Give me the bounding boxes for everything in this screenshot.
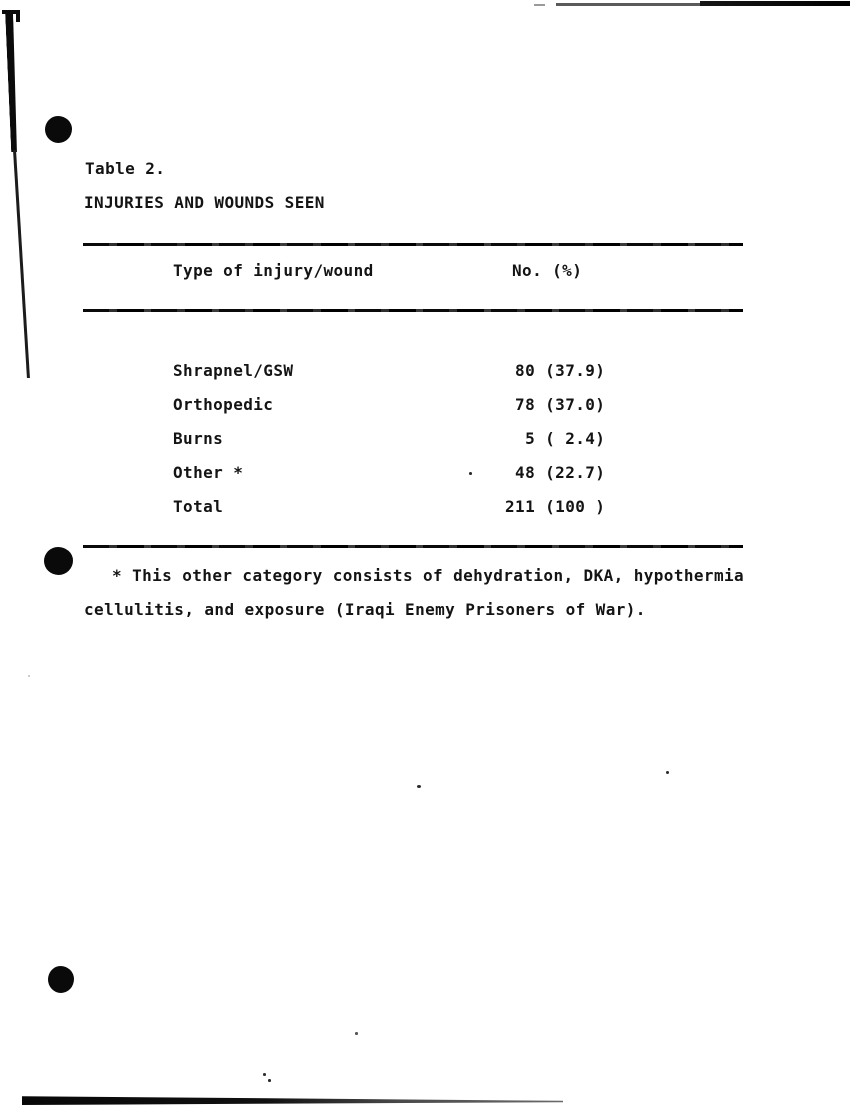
scan-edge-bar-left-thick <box>5 11 19 152</box>
column-header-injury-type: Type of injury/wound <box>173 261 374 280</box>
scan-bar-bottom-edge <box>22 1095 563 1105</box>
punch-hole-mark-top <box>45 116 72 143</box>
scan-speck <box>417 785 421 788</box>
scan-speck <box>469 472 472 475</box>
table-caption-title: INJURIES AND WOUNDS SEEN <box>84 193 325 212</box>
scan-line-top-right-gray <box>556 3 716 6</box>
scan-speck <box>263 1073 266 1076</box>
table-rule-header-divider <box>83 309 743 312</box>
row-label-total: Total <box>173 497 224 516</box>
punch-hole-mark-bottom <box>48 966 74 993</box>
table-rule-bottom <box>83 545 743 548</box>
scan-speck <box>666 771 669 774</box>
row-value-burns: 5 ( 2.4) <box>505 429 606 448</box>
scan-speck <box>355 1032 358 1035</box>
row-value-total: 211 (100 ) <box>505 497 606 516</box>
row-label-shrapnel-gsw: Shrapnel/GSW <box>173 361 294 380</box>
row-label-burns: Burns <box>173 429 224 448</box>
scan-edge-bracket-stub <box>16 10 20 22</box>
row-value-other: 48 (22.7) <box>505 463 606 482</box>
table-caption-number: Table 2. <box>85 159 166 178</box>
footnote-line-2: cellulitis, and exposure (Iraqi Enemy Prisoners of War). <box>84 600 646 619</box>
scan-edge-bar-left-thin <box>13 150 29 378</box>
punch-hole-mark-middle <box>44 547 73 575</box>
scan-speck <box>28 675 30 677</box>
table-rule-top <box>83 243 743 246</box>
scan-line-top-right-black <box>700 1 850 6</box>
footnote-line-1: * This other category consists of dehydration, DKA, hypothermia <box>112 566 745 585</box>
scan-speck <box>268 1079 271 1082</box>
row-label-other: Other * <box>173 463 244 482</box>
scan-line-top-right-dash <box>534 4 545 6</box>
column-header-count: No. (%) <box>512 261 583 280</box>
row-value-orthopedic: 78 (37.0) <box>505 395 606 414</box>
row-label-orthopedic: Orthopedic <box>173 395 274 414</box>
row-value-shrapnel-gsw: 80 (37.9) <box>505 361 606 380</box>
